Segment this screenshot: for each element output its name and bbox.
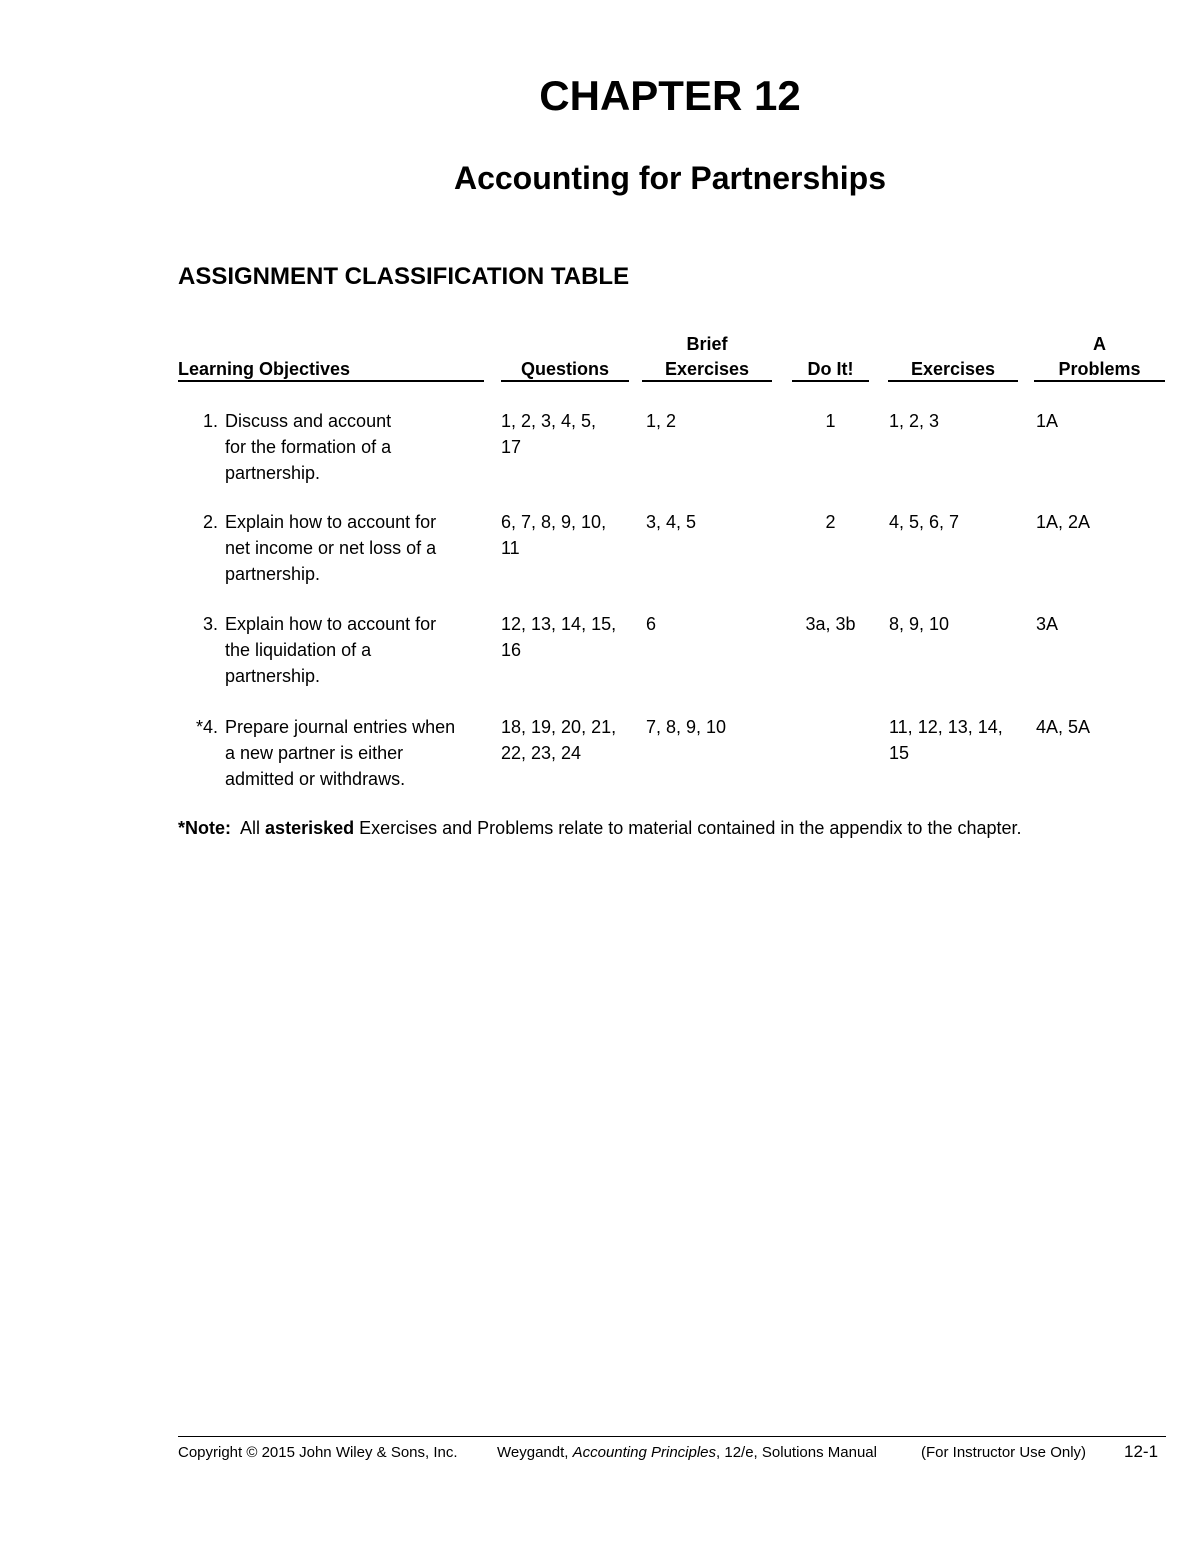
header-questions: Questions bbox=[520, 359, 609, 379]
footer-citation bbox=[497, 1444, 877, 1461]
do-it-cell: 3a, 3b bbox=[805, 614, 856, 634]
section-title: ASSIGNMENT CLASSIFICATION TABLE bbox=[178, 263, 630, 290]
header-rule bbox=[1034, 380, 1165, 382]
footer-rule bbox=[178, 1436, 1166, 1437]
brief-exercises-cell: 1, 2 bbox=[646, 411, 677, 431]
footer-book-title: Accounting Principles bbox=[572, 1444, 717, 1461]
appendix-note bbox=[178, 818, 1022, 839]
objective-text: Explain how to account for net income or net loss of a partnership. bbox=[225, 512, 437, 584]
questions-cell: 12, 13, 14, 15, 16 bbox=[501, 614, 617, 660]
problems-cell: 4A, 5A bbox=[1036, 717, 1091, 737]
objective-number: *4. bbox=[195, 717, 218, 737]
brief-exercises-cell: 6 bbox=[646, 614, 657, 634]
header-rule bbox=[792, 380, 869, 382]
header-brief-bottom: Exercises bbox=[664, 359, 750, 379]
problems-cell: 3A bbox=[1036, 614, 1059, 634]
questions-cell: 1, 2, 3, 4, 5, 17 bbox=[501, 411, 597, 457]
brief-exercises-cell: 3, 4, 5 bbox=[646, 512, 697, 532]
chapter-subtitle: Accounting for Partnerships bbox=[453, 160, 887, 196]
header-learning-objectives: Learning Objectives bbox=[178, 359, 351, 379]
header-brief-top: Brief bbox=[686, 334, 728, 354]
exercises-cell: 4, 5, 6, 7 bbox=[889, 512, 960, 532]
header-rule bbox=[178, 380, 484, 382]
exercises-cell: 11, 12, 13, 14, 15 bbox=[889, 717, 1003, 763]
header-rule bbox=[642, 380, 772, 382]
header-brief-exercises bbox=[642, 332, 772, 382]
footer-author: Weygandt, bbox=[497, 1444, 569, 1461]
do-it-cell: 2 bbox=[825, 512, 836, 532]
footer-copyright: Copyright © 2015 John Wiley & Sons, Inc. bbox=[178, 1444, 458, 1461]
brief-exercises-cell: 7, 8, 9, 10 bbox=[646, 717, 727, 737]
header-exercises: Exercises bbox=[910, 359, 996, 379]
questions-cell: 18, 19, 20, 21, 22, 23, 24 bbox=[501, 717, 617, 763]
note-text: Exercises and Problems relate to material contained in the appendix to the chapter. bbox=[359, 818, 1022, 838]
note-prefix: All bbox=[240, 818, 261, 838]
problems-cell: 1A bbox=[1036, 411, 1059, 431]
header-a-bottom: Problems bbox=[1058, 359, 1141, 379]
problems-cell: 1A, 2A bbox=[1036, 512, 1091, 532]
footer-instructor-use: (For Instructor Use Only) bbox=[921, 1444, 1087, 1461]
header-a-top: A bbox=[1093, 334, 1106, 354]
chapter-title: CHAPTER 12 bbox=[539, 72, 801, 119]
questions-cell: 6, 7, 8, 9, 10, 11 bbox=[501, 512, 607, 558]
objective-text: Discuss and account for the formation of a partnership. bbox=[225, 411, 392, 483]
note-emphasis: asterisked bbox=[265, 818, 355, 838]
objective-number: 3. bbox=[202, 614, 218, 634]
exercises-cell: 1, 2, 3 bbox=[889, 411, 940, 431]
objective-number: 1. bbox=[202, 411, 218, 431]
note-label: *Note: bbox=[178, 818, 231, 838]
header-a-problems bbox=[1034, 332, 1165, 382]
exercises-cell: 8, 9, 10 bbox=[889, 614, 950, 634]
objective-text: Prepare journal entries when a new partner is either admitted or withdraws. bbox=[225, 717, 456, 789]
footer-edition: , 12/e, Solutions Manual bbox=[716, 1444, 877, 1461]
page-number: 12-1 bbox=[1124, 1442, 1159, 1461]
objective-text: Explain how to account for the liquidation of a partnership. bbox=[225, 614, 437, 686]
header-rule bbox=[888, 380, 1018, 382]
header-rule bbox=[501, 380, 629, 382]
objective-number: 2. bbox=[202, 512, 218, 532]
do-it-cell: 1 bbox=[825, 411, 836, 431]
header-do-it: Do It! bbox=[807, 359, 854, 379]
